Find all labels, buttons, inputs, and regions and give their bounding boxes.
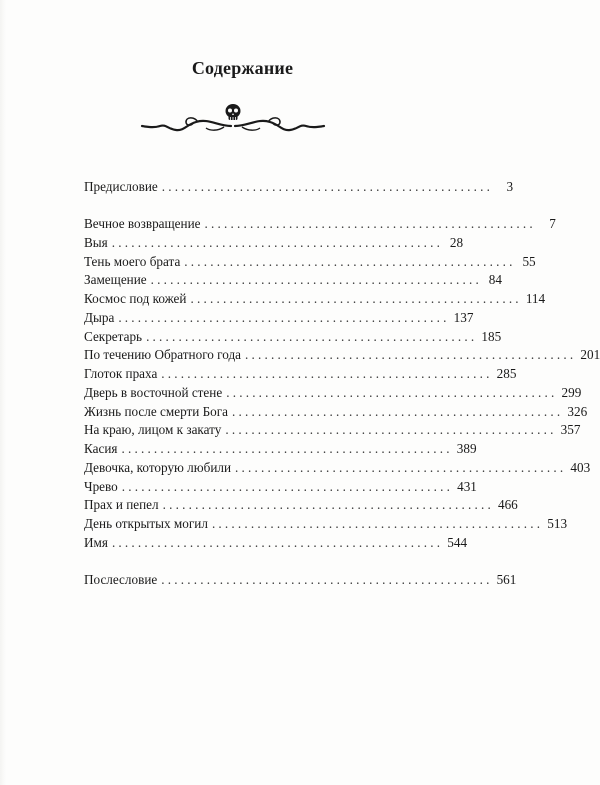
leader-dots: ................................................... [226,385,558,400]
toc-entry[interactable] [84,272,502,290]
toc-entry[interactable] [84,235,464,253]
toc-title: Касия [84,441,118,456]
toc-page-number: 431 [457,479,477,494]
toc-title: Дыра [84,310,115,325]
toc-page-number: 201 [580,347,600,362]
leader-dots: ................................................... [111,535,444,550]
toc-title: Чрево [84,479,118,494]
toc-title: Выя [84,235,108,250]
leader-dots: ................................................... [204,216,536,231]
toc-entry[interactable] [84,366,517,384]
toc-entry[interactable] [84,535,468,553]
leader-dots: ................................................... [150,272,482,287]
toc-entry[interactable] [84,404,588,422]
toc-page-number: 84 [488,272,502,287]
leader-dots: ................................................... [235,460,567,475]
toc-entry[interactable] [84,572,517,590]
toc-title: Жизнь после смерти Бога [84,404,229,419]
toc-page-number: 513 [547,516,568,531]
toc-entry[interactable] [84,422,581,440]
toc-title: Дверь в восточной стене [84,385,223,400]
toc-title: Девочка, которую любили [84,460,232,475]
toc-entry[interactable] [84,479,477,497]
toc-page-number: 285 [496,366,517,381]
leader-dots: ................................................... [225,422,557,437]
toc-title: По течению Обратного года [84,347,242,362]
toc-title: Замещение [84,272,147,287]
toc-page-number: 561 [496,572,517,587]
toc-entry[interactable] [84,460,591,478]
leader-dots: ................................................... [121,479,454,494]
toc-page-number: 28 [449,235,464,250]
toc-page-number: 185 [481,329,502,344]
skull-ornament-icon [138,100,328,136]
toc-entry[interactable] [84,179,514,197]
toc-title: Прах и пепел [84,497,159,512]
toc-entry[interactable] [84,385,582,403]
toc-entry[interactable] [84,254,536,272]
toc-entry[interactable] [84,291,546,309]
toc-title: Имя [84,535,108,550]
leader-dots: ................................................... [161,179,494,194]
toc-page-number: 544 [447,535,468,550]
toc-entry[interactable] [84,216,556,234]
leader-dots: ................................................... [121,441,453,456]
leader-dots: ................................................... [232,404,564,419]
toc-page-number: 3 [506,179,514,194]
toc-page-number: 137 [453,310,474,325]
page-title: Содержание [191,58,294,78]
toc-title: Тень моего брата [84,254,181,269]
leader-dots: ................................................... [211,516,544,531]
toc-page-number: 357 [560,422,581,437]
leader-dots: ................................................... [146,329,478,344]
toc-page-number: 7 [549,216,556,231]
toc-page-number: 326 [567,404,588,419]
leader-dots: ................................................... [162,497,494,512]
toc-page-number: 389 [456,441,477,456]
toc-entry[interactable] [84,516,568,534]
toc-title: Вечное возвращение [84,216,201,231]
leader-dots: ................................................... [111,235,444,250]
toc-entry[interactable] [84,310,474,328]
leader-dots: ................................................... [118,310,450,325]
toc-title: Глоток праха [84,366,158,381]
leader-dots: ................................................... [190,291,522,306]
toc-title: День открытых могил [84,516,208,531]
toc-entry[interactable] [84,347,600,365]
toc-entry[interactable] [84,329,502,347]
leader-dots: ................................................... [161,572,493,587]
toc-entry[interactable] [84,497,518,515]
toc-title: На краю, лицом к закату [84,422,222,437]
toc-title: Послесловие [84,572,158,587]
toc-page-number: 55 [522,254,536,269]
leader-dots: ................................................... [161,366,493,381]
toc-page-number: 403 [570,460,591,475]
toc-page-number: 466 [497,497,518,512]
toc-page-number: 114 [525,291,546,306]
toc-title: Космос под кожей [84,291,187,306]
toc-page-number: 299 [561,385,582,400]
toc-title: Предисловие [84,179,158,194]
toc-entry[interactable] [84,441,477,459]
toc-title: Секретарь [84,329,143,344]
leader-dots: ................................................... [184,254,516,269]
leader-dots: ................................................... [245,347,577,362]
